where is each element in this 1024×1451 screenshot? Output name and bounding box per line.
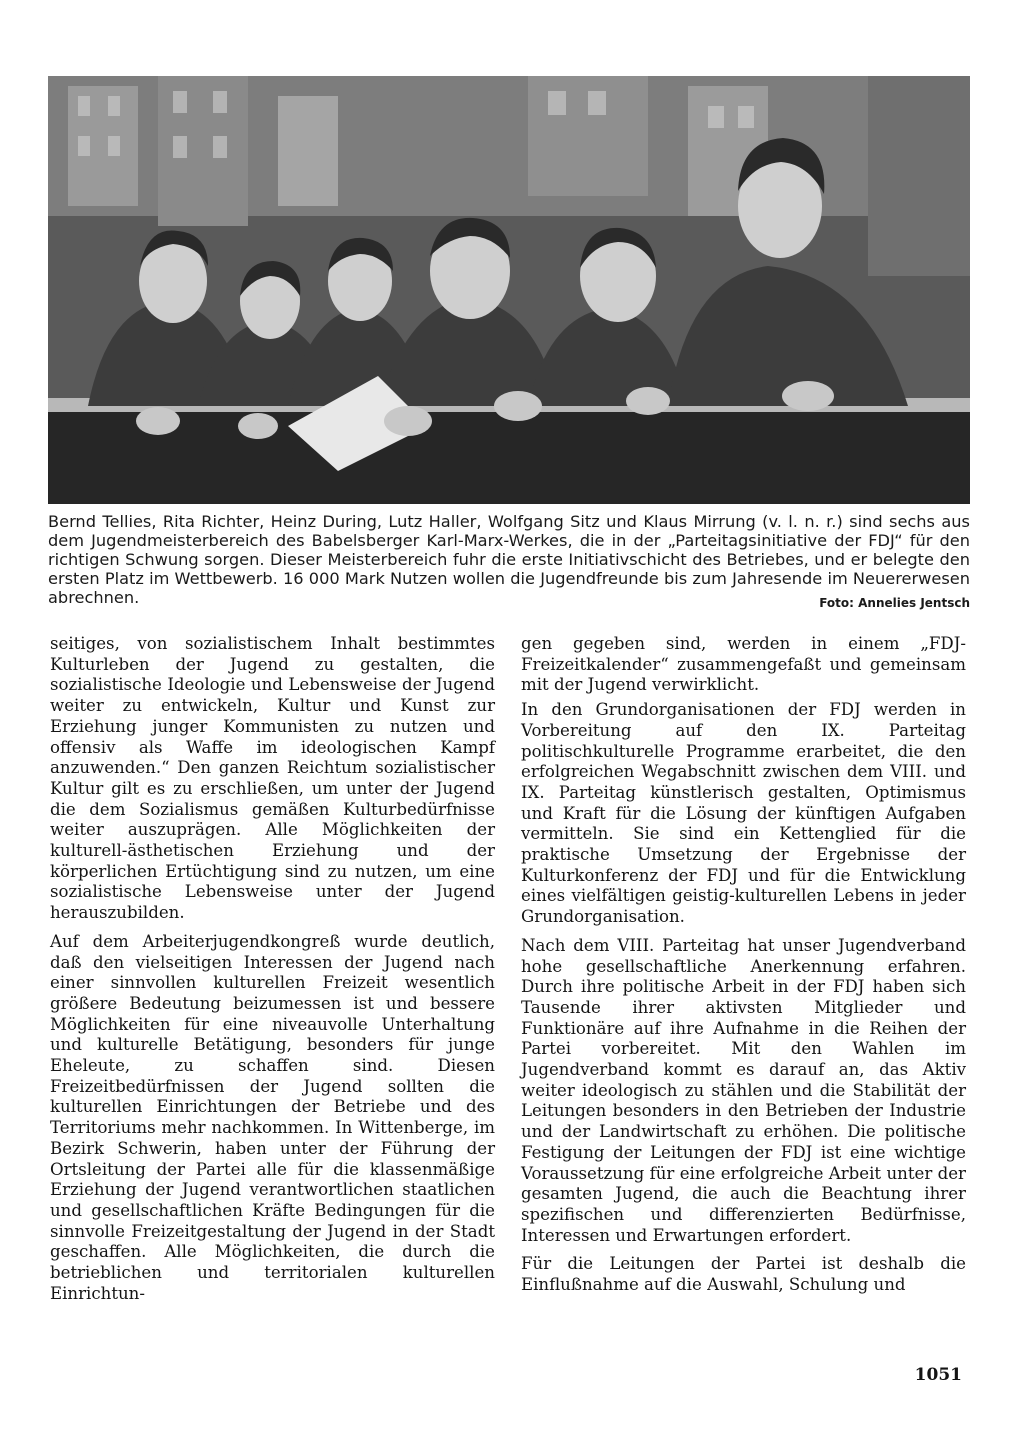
page-number: 1051 [914,1365,962,1385]
paragraph: seitiges, von sozialistischem Inhalt bestimmtes Kulturleben der Jugend zu gestalten, die sozialistische Ideologie und Lebensweise der Jugend weiter zu entwickeln, Kultur und Kunst zur Erziehung junger Kommunisten zu nutzen und offensiv als Waffe im ideologischen Kampf anzuwenden.“ Den ganzen Reichtum sozialistischer Kultur gilt es zu erschließen, um unter der Jugend die dem Sozialismus gemäßen Kulturbedürfnisse weiter auszuprägen. Alle Möglichkeiten der kulturell-ästhetischen Erziehung und der körperlichen Ertüchtigung sind zu nutzen, um eine sozialistische Lebensweise unter der Jugend herauszubilden. [50,634,495,923]
paragraph: Nach dem VIII. Parteitag hat unser Jugendverband hohe gesellschaftliche Anerkennung erfahren. Durch ihre politische Arbeit in der FDJ haben sich Tausende ihrer aktivsten Mitglieder und Funktionäre auf ihre Aufnahme in die Reihen der Partei vorbereitet. Mit den Wahlen im Jugendverband kommt es darauf an, das Aktiv weiter ideologisch zu stählen und die Stabilität der Leitungen besonders in den Betrieben der Industrie und der Landwirtschaft zu erhöhen. Die politische Festigung der Leitungen der FDJ ist eine wichtige Voraussetzung für eine erfolgreiche Arbeit unter der gesamten Jugend, die auch die Beachtung ihrer spezifischen und differenzierten Bedürfnisse, Interessen und Erwartungen erfordert. [521,935,966,1245]
group-photo [48,76,970,504]
left-column [50,634,495,1309]
photo-credit: Foto: Annelies Jentsch [819,596,970,610]
right-column [521,634,966,1300]
paragraph: Auf dem Arbeiterjugendkongreß wurde deutlich, daß den vielseitigen Interessen der Jugend nach einer sinnvollen kulturellen Freizeit wesentlich größere Bedeutung beizumessen ist und bessere Möglichkeiten für eine niveauvolle Unterhaltung und kulturelle Betätigung, besonders für junge Eheleute, zu schaffen sind. Diesen Freizeitbedürfnissen der Jugend sollten die kulturellen Einrichtungen der Betriebe und des Territoriums mehr nachkommen. In Wittenberge, im Bezirk Schwerin, haben unter der Führung der Ortsleitung der Partei alle für die klassenmäßige Erziehung der Jugend verantwortlichen staatlichen und gesellschaftlichen Kräfte Bedingungen für die sinnvolle Freizeitgestaltung der Jugend in der Stadt geschaffen. Alle Möglichkeiten, die durch die betrieblichen und territorialen kulturellen Einrichtun- [50,931,495,1303]
paragraph: In den Grundorganisationen der FDJ werden in Vorbereitung auf den IX. Parteitag politischkulturelle Programme erarbeitet, die den erfolgreichen Wegabschnitt zwischen dem VIII. und IX. Parteitag künstlerisch gestalten, Optimismus und Kraft für die Lösung der künftigen Aufgaben vermitteln. Sie sind ein Kettenglied für die praktische Umsetzung der Ergebnisse der Kulturkonferenz der FDJ und für die Entwicklung eines vielfältigen geistig-kulturellen Lebens in jeder Grundorganisation. [521,700,966,927]
paragraph: gen gegeben sind, werden in einem „FDJ-Freizeitkalender“ zusammengefaßt und gemeinsam mit der Jugend verwirklicht. [521,634,966,695]
photo-caption: Bernd Tellies, Rita Richter, Heinz During, Lutz Haller, Wolfgang Sitz und Klaus Mirrung (v. l. n. r.) sind sechs aus dem Jugendmeisterbereich des Babelsberger Karl-Marx-Werkes, die in der „Parteitagsinitiative der FDJ“ für den richtigen Schwung sorgen. Dieser Meisterbereich fuhr die erste Initiativschicht des Betriebes, und er belegte den ersten Platz im Wettbewerb. 16 000 Mark Nutzen wollen die Jugendfreunde bis zum Jahresende im Neuererwesen abrechnen. [48,512,970,607]
paragraph: Für die Leitungen der Partei ist deshalb die Einflußnahme auf die Auswahl, Schulung und [521,1254,966,1295]
